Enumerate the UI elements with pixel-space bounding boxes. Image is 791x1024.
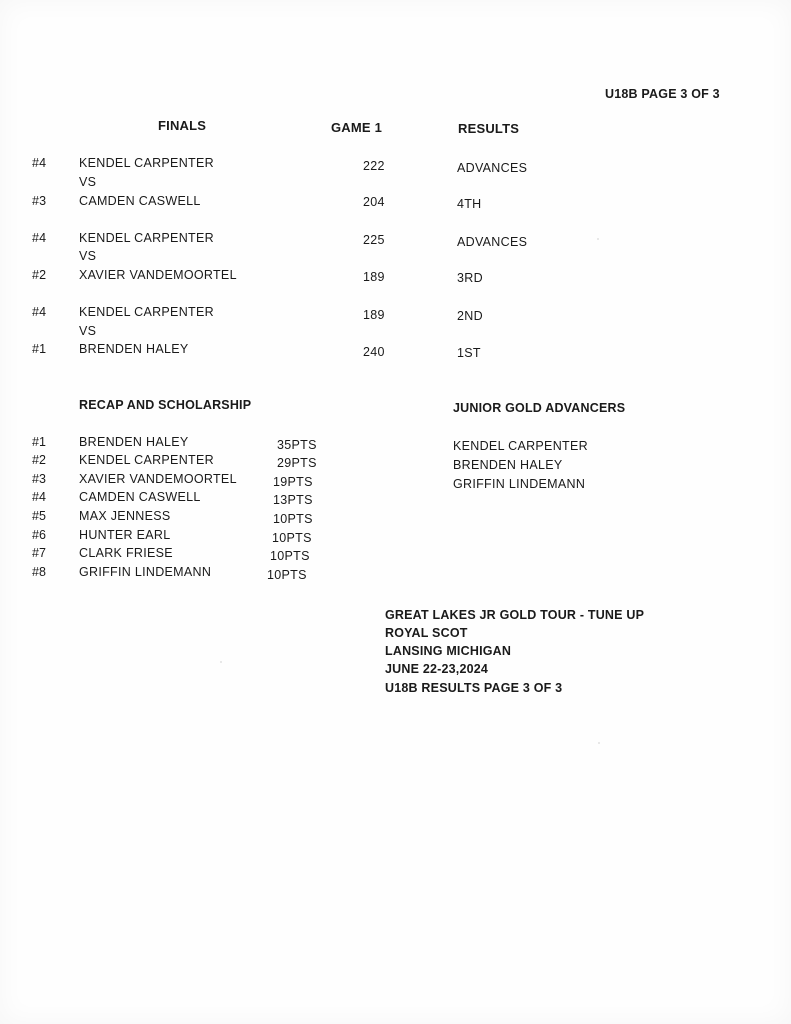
- recap-name: CAMDEN CASWELL: [79, 490, 201, 504]
- recap-points: 35PTS: [277, 438, 317, 452]
- recap-points: 10PTS: [267, 568, 307, 582]
- match-top-seed: #4: [32, 231, 47, 245]
- recap-name: GRIFFIN LINDEMANN: [79, 565, 212, 579]
- recap-seed: #8: [32, 565, 46, 579]
- match-top-name: KENDEL CARPENTER: [79, 156, 214, 170]
- recap-seed: #4: [32, 490, 46, 504]
- recap-name: XAVIER VANDEMOORTEL: [79, 472, 237, 486]
- match-bottom-score: 240: [363, 345, 385, 359]
- match-bottom-seed: #2: [32, 268, 47, 282]
- match-bottom-score: 189: [363, 270, 385, 284]
- match-bottom-seed: #1: [32, 342, 47, 356]
- match-bottom-name: BRENDEN HALEY: [79, 342, 189, 356]
- footer-line: LANSING MICHIGAN: [385, 644, 512, 658]
- junior-gold-name: BRENDEN HALEY: [453, 458, 563, 472]
- match-bottom-score: 204: [363, 195, 385, 209]
- recap-name: MAX JENNESS: [79, 509, 171, 523]
- match-bottom-name: XAVIER VANDEMOORTEL: [79, 268, 237, 282]
- match-top-result: ADVANCES: [457, 235, 528, 249]
- recap-name: HUNTER EARL: [79, 528, 171, 542]
- match-top-name: KENDEL CARPENTER: [79, 305, 214, 319]
- match-top-seed: #4: [32, 305, 47, 319]
- recap-seed: #5: [32, 509, 46, 523]
- match-top-score: 222: [363, 159, 385, 173]
- recap-seed: #7: [32, 546, 46, 560]
- footer-line: GREAT LAKES JR GOLD TOUR - TUNE UP: [385, 608, 645, 622]
- match-vs-label: VS: [79, 175, 97, 189]
- scan-speck: [598, 742, 600, 744]
- recap-seed: #3: [32, 472, 46, 486]
- junior-gold-section-title: JUNIOR GOLD ADVANCERS: [453, 401, 626, 415]
- match-vs-label: VS: [79, 249, 97, 263]
- recap-name: KENDEL CARPENTER: [79, 453, 214, 467]
- recap-name: BRENDEN HALEY: [79, 435, 189, 449]
- recap-points: 10PTS: [270, 549, 310, 563]
- match-top-result: ADVANCES: [457, 161, 528, 175]
- recap-section-title: RECAP AND SCHOLARSHIP: [79, 398, 252, 412]
- recap-seed: #6: [32, 528, 46, 542]
- recap-points: 10PTS: [273, 512, 313, 526]
- match-vs-label: VS: [79, 324, 97, 338]
- scan-speck: [220, 661, 222, 663]
- match-top-seed: #4: [32, 156, 47, 170]
- match-top-score: 225: [363, 233, 385, 247]
- match-top-result: 2ND: [457, 309, 483, 323]
- recap-name: CLARK FRIESE: [79, 546, 173, 560]
- match-top-score: 189: [363, 308, 385, 322]
- match-bottom-result: 4TH: [457, 197, 482, 211]
- recap-points: 10PTS: [272, 531, 312, 545]
- page-header: U18B PAGE 3 OF 3: [605, 87, 720, 101]
- match-bottom-result: 1ST: [457, 346, 481, 360]
- footer-line: JUNE 22-23,2024: [385, 662, 489, 676]
- recap-seed: #2: [32, 453, 46, 467]
- footer-line: U18B RESULTS PAGE 3 OF 3: [385, 681, 563, 695]
- match-bottom-seed: #3: [32, 194, 47, 208]
- scan-speck: [597, 238, 599, 240]
- recap-points: 29PTS: [277, 456, 317, 470]
- column-header-game1: GAME 1: [331, 120, 383, 135]
- footer-line: ROYAL SCOT: [385, 626, 468, 640]
- junior-gold-name: KENDEL CARPENTER: [453, 439, 588, 453]
- column-header-results: RESULTS: [458, 121, 520, 136]
- recap-points: 19PTS: [273, 475, 313, 489]
- match-top-name: KENDEL CARPENTER: [79, 231, 214, 245]
- recap-points: 13PTS: [273, 493, 313, 507]
- junior-gold-name: GRIFFIN LINDEMANN: [453, 477, 586, 491]
- match-bottom-name: CAMDEN CASWELL: [79, 194, 201, 208]
- match-bottom-result: 3RD: [457, 271, 483, 285]
- recap-seed: #1: [32, 435, 46, 449]
- column-header-finals: FINALS: [158, 118, 207, 133]
